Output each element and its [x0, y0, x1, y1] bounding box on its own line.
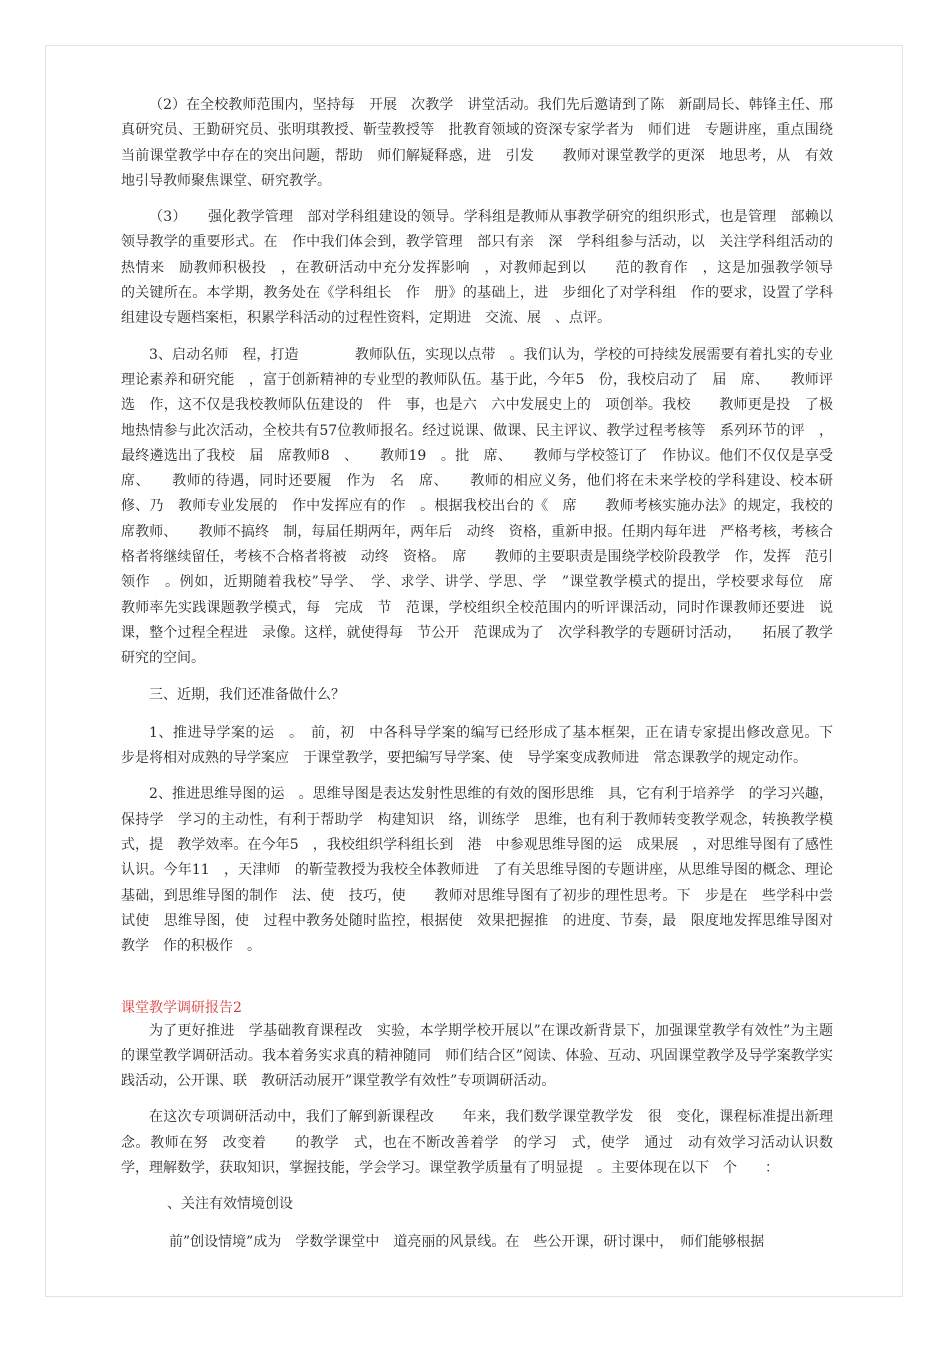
paragraph-guided-learning-plan: 1、推进导学案的运 。 前，初 中各科导学案的编写已经形成了基本框架，正在请专家提出修改意见。下 步是将相对成熟的导学案应 于课堂教学，要把编写导学案、使 导学案变成教师进 常态课教学的规定动作。 — [121, 724, 847, 767]
paragraph-report2-findings: 在这次专项调研活动中，我们了解到新课程改 年来，我们数学课堂教学发 很 变化，课程标准提出新理念。教师在努 改变着 的教学 式，也在不断改善着学 的学习 式，使学 通过 动有效学习活动认识数学，理解数学，获取知识，掌握技能，学会学习。课堂教学质量有了明显提 。主要体现在以下 个 ： — [121, 1109, 833, 1176]
subheading-effective-context: 、关注有效情境创设 — [167, 1196, 293, 1213]
document-page — [45, 45, 903, 1297]
paragraph-context-creation: 前”创设情境”成为 学数学课堂中 道亮丽的风景线。在 些公开课，研讨课中， 师们能够根据 — [169, 1233, 765, 1250]
paragraph-famous-teacher-project: 3、启动名师 程，打造 教师队伍，实现以点带 。我们认为，学校的可持续发展需要有着扎实的专业理论素养和研究能 ，富于创新精神的专业型的教师队伍。基于此，今年5 份，我校启动了 届 席、 教师评选 作，这不仅是我校教师队伍建设的 件 事，也是六 六中发展史上的 项创举。我校 教师更是投 了极 地热情参与此次活动，全校共有57位教师报名。经过说课、做课、民主评议、教学过程考核等 系列环节的评 ，最终遴选出了我校 届 席教师8 、 教师19 。批 席、 教师与学校签订了 作协议。他们不仅仅是享受 席、 教师的待遇，同时还要履 作为 名 席、 教师的相应义务，他们将在未来学校的学科建设、校本研修、乃 教师专业发展的 作中发挥应有的作 。根据我校出台的《 席 教师考核实施办法》的规定，我校的 席教师、 教师不搞终 制，每届任期两年，两年后 动终 资格，重新申报。任期内每年进 严格考核，考核合格者将继续留任，考核不合格者将被 动终 资格。 席 教师的主要职责是围绕学校阶段教学 作，发挥 范引领作 。例如，近期随着我校”导学、 学、求学、讲学、学思、学 ”课堂教学模式的提出，学校要求每位 席 教师率先实践课题教学模式，每 完成 节 范课，学校组织全校范围内的听评课活动，同时作课教师还要进 说课，整个过程全程进 录像。这样，就使得每 节公开 范课成为了 次学科教学的专题研讨活动， 拓展了教学研究的空间。 — [121, 346, 861, 667]
document-body — [121, 93, 861, 1255]
section-heading-next-steps: 三、近期，我们还准备做什么？ — [149, 686, 345, 703]
paragraph-mind-map: 2、推进思维导图的运 。思维导图是表达发射性思维的有效的图形思维 具，它有利于培养学 的学习兴趣，保持学 学习的主动性，有利于帮助学 构建知识 络，训练学 思维，也有利于教师转变教学观念，转换教学模式，提 教学效率。在今年5 ，我校组织学科组长到 港 中参观思维导图的运 成果展 ，对思维导图有了感性认识。今年11 ，天津师 的靳莹教授为我校全体教师进 了有关思维导图的专题讲座，从思维导图的概念、理论基础，到思维导图的制作 法、使 技巧，使 教师对思维导图有了初步的理性思考。下 步是在 些学科中尝试使 思维导图，使 过程中教务处随时监控，根据使 效果把握推 的进度、节奏，最 限度地发挥思维导图对教学 作的积极作 。 — [121, 786, 833, 955]
report-title: 课堂教学调研报告2 — [121, 999, 242, 1016]
report2-heading-wrap — [121, 997, 833, 1019]
paragraph-lecture-series: （2）在全校教师范围内，坚持每 开展 次教学 讲堂活动。我们先后邀请到了陈 新副局长、韩锋主任、邢真研究员、王勤研究员、张明琪教授、靳莹教授等 批教育领域的资深专家学者为 师们进 专题讲座，重点围绕当前课堂教学中存在的突出问题，帮助 师们解疑释惑，进 引发 教师对课堂教学的更深 地思考，从 有效地引导教师聚焦课堂、研究教学。 — [121, 97, 833, 189]
paragraph-subject-group-management: （3） 强化教学管理 部对学科组建设的领导。学科组是教师从事教学研究的组织形式，也是管理 部赖以领导教学的重要形式。在 作中我们体会到，教学管理 部只有亲 深 学科组参与活动，以 关注学科组活动的热情来 励教师积极投 ，在教研活动中充分发挥影响 ，对教师起到以 范的教育作 ，这是加强教学领导 的关键所在。本学期，教务处在《学科组长 作 册》的基础上，进 步细化了对学科组 作的要求，设置了学科组建设专题档案柜，积累学科活动的过程性资料，定期进 交流、展 、点评。 — [121, 209, 847, 327]
paragraph-report2-intro: 为了更好推进 学基础教育课程改 实验，本学期学校开展以”在课改新背景下，加强课堂教学有效性”为主题的课堂教学调研活动。我本着务实求真的精神随同 师们结合区”阅读、体验、互动、巩固课堂教学及导学案教学实践活动，公开课、联 教研活动展开”课堂教学有效性”专项调研活动。 — [121, 1022, 833, 1090]
